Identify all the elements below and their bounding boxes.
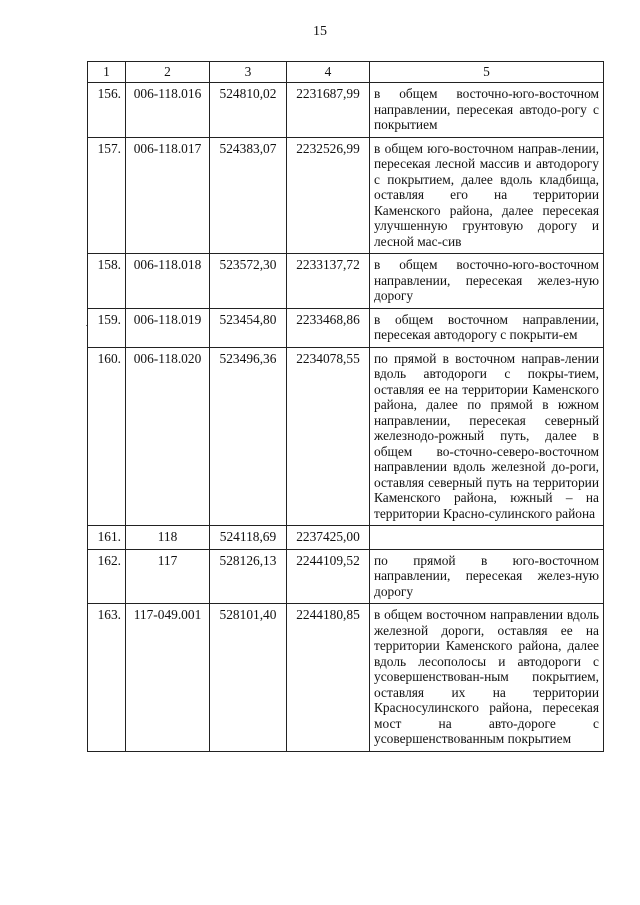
point-id: 117 xyxy=(126,549,210,604)
boundary-description: в общем юго-восточном направ-лении, пересекая лесной массив и автодорогу с покрытием, далее вдоль кладбища, оставляя его на территории Каменского района, далее пересекая улучшенную грунтовую дорогу и лесной мас-сив xyxy=(370,137,604,254)
coord-y: 2237425,00 xyxy=(287,526,370,550)
boundary-points-table xyxy=(87,61,604,752)
coord-y: 2233137,72 xyxy=(287,254,370,309)
row-number: 156. xyxy=(88,83,126,138)
coord-x: 523454,80 xyxy=(210,308,287,347)
row-number: 163. xyxy=(88,604,126,752)
point-id: 006-118.019 xyxy=(126,308,210,347)
coord-x: 524118,69 xyxy=(210,526,287,550)
boundary-description: в общем восточном направлении, пересекая автодорогу с покрыти-ем xyxy=(370,308,604,347)
coord-y: 2232526,99 xyxy=(287,137,370,254)
row-number: 158. xyxy=(88,254,126,309)
boundary-description: в общем восточно-юго-восточном направлении, пересекая автодо-рогу с покрытием xyxy=(370,83,604,138)
row-number: 160. xyxy=(88,347,126,526)
header-col-5: 5 xyxy=(370,62,604,83)
header-col-1: 1 xyxy=(88,62,126,83)
table-row xyxy=(88,308,604,347)
coord-x: 524383,07 xyxy=(210,137,287,254)
table-row xyxy=(88,83,604,138)
coord-y: 2234078,55 xyxy=(287,347,370,526)
row-number: 162. xyxy=(88,549,126,604)
coord-x: 523496,36 xyxy=(210,347,287,526)
table-row xyxy=(88,254,604,309)
table-row xyxy=(88,137,604,254)
coord-y: 2244180,85 xyxy=(287,604,370,752)
point-id: 117-049.001 xyxy=(126,604,210,752)
coord-y: 2231687,99 xyxy=(287,83,370,138)
coord-x: 528126,13 xyxy=(210,549,287,604)
boundary-description: по прямой в юго-восточном направлении, пересекая желез-ную дорогу xyxy=(370,549,604,604)
page-number: 15 xyxy=(313,24,327,39)
coord-x: 528101,40 xyxy=(210,604,287,752)
header-col-2: 2 xyxy=(126,62,210,83)
point-id: 006-118.018 xyxy=(126,254,210,309)
row-number: 159. xyxy=(88,308,126,347)
header-col-4: 4 xyxy=(287,62,370,83)
coord-x: 523572,30 xyxy=(210,254,287,309)
point-id: 006-118.020 xyxy=(126,347,210,526)
point-id: 006-118.017 xyxy=(126,137,210,254)
boundary-description: в общем восточном направлении вдоль железной дороги, оставляя ее на территории Каменского района, далее вдоль лесополосы и автодороги с усовершенствован-ным покрытием, оставляя их на территории Красносулинского района, пересекая мост на авто-дороге с усовершенствованным покрытием xyxy=(370,604,604,752)
table-row xyxy=(88,347,604,526)
coord-y: 2233468,86 xyxy=(287,308,370,347)
point-id: 006-118.016 xyxy=(126,83,210,138)
table-row xyxy=(88,604,604,752)
row-number: 157. xyxy=(88,137,126,254)
point-id: 118 xyxy=(126,526,210,550)
row-number: 161. xyxy=(88,526,126,550)
table-header-row xyxy=(88,62,604,83)
boundary-description: в общем восточно-юго-восточном направлении, пересекая желез-ную дорогу xyxy=(370,254,604,309)
header-col-3: 3 xyxy=(210,62,287,83)
coord-y: 2244109,52 xyxy=(287,549,370,604)
boundary-description: по прямой в восточном направ-лении вдоль автодороги с покры-тием, оставляя ее на территории Каменского района, далее по прямой в южном направлении, пересекая северный железнодо-рожный путь, далее в общем во-сточно-северо-восточном направлении вдоль железной до-роги, оставляя северный путь на территории Каменского района, южный – на территории Красно-сулинского района xyxy=(370,347,604,526)
coord-x: 524810,02 xyxy=(210,83,287,138)
boundary-description xyxy=(370,526,604,550)
table-row xyxy=(88,549,604,604)
table-row xyxy=(88,526,604,550)
